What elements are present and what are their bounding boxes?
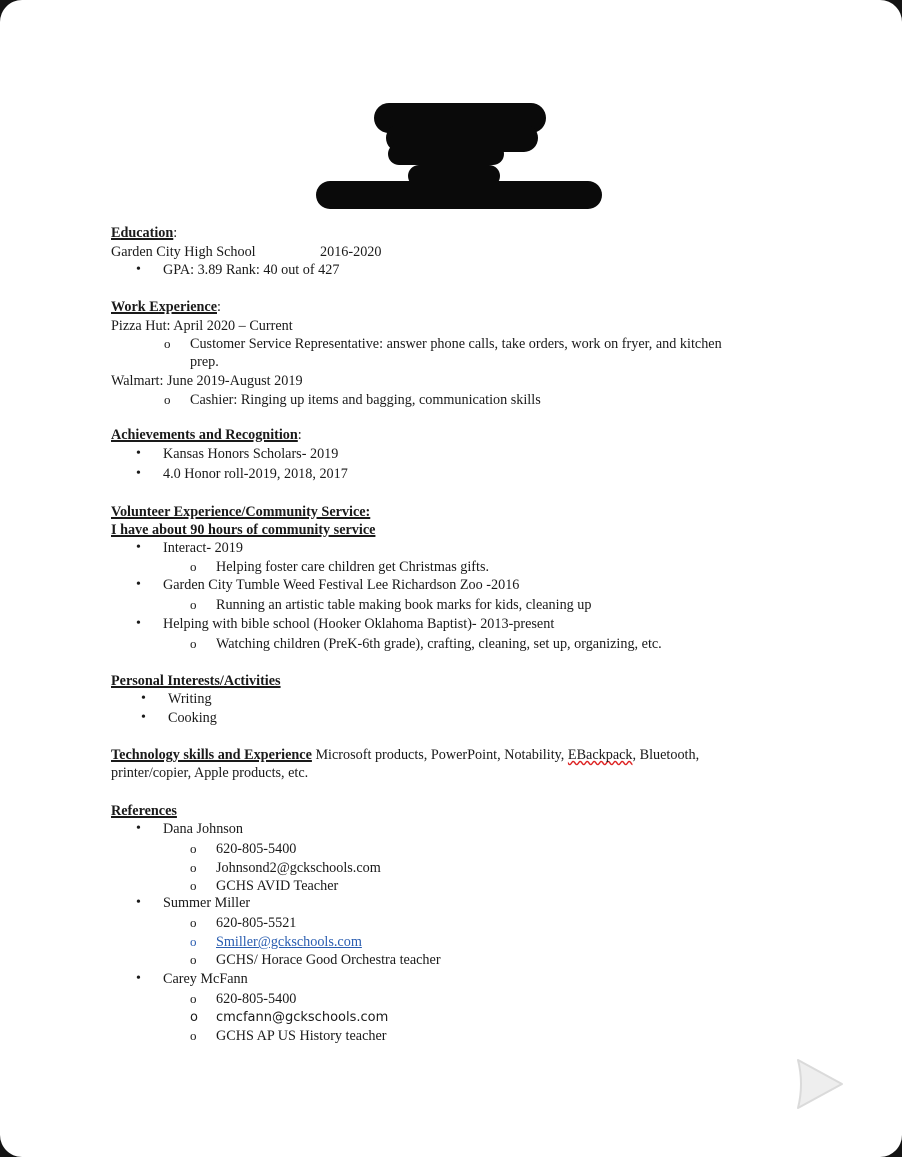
- volunteer-subheading: I have about 90 hours of community service: [111, 522, 376, 538]
- achievements-heading: Achievements and Recognition: [111, 427, 298, 443]
- technology-text-a: Microsoft products, PowerPoint, Notability,: [311, 747, 568, 763]
- achievements-heading-line: Achievements and Recognition:: [111, 427, 302, 443]
- reference-name: • Summer Miller: [163, 894, 250, 912]
- volunteer-item-festival: • Garden City Tumble Weed Festival Lee Richardson Zoo -2016: [163, 576, 519, 594]
- reference-name: • Carey McFann: [163, 970, 248, 988]
- volunteer-subitem: o Helping foster care children get Christmas gifts.: [216, 558, 489, 576]
- reference-email-link[interactable]: o Smiller@gckschools.com: [216, 933, 362, 951]
- work-heading-line: Work Experience:: [111, 299, 221, 315]
- interests-heading: Personal Interests/Activities: [111, 673, 281, 689]
- education-gpa: • GPA: 3.89 Rank: 40 out of 427: [163, 261, 339, 279]
- volunteer-subitem: o Watching children (PreK-6th grade), crafting, cleaning, set up, organizing, etc.: [216, 635, 662, 653]
- technology-line: [111, 746, 699, 764]
- interest-item: • Cooking: [168, 709, 217, 727]
- reference-email: o Johnsond2@gckschools.com: [216, 859, 381, 877]
- job1-desc-line2: prep.: [190, 354, 219, 370]
- job2-desc: o Cashier: Ringing up items and bagging, communication skills: [190, 391, 541, 409]
- next-arrow-icon[interactable]: [790, 1054, 850, 1114]
- job1-title: Pizza Hut: April 2020 – Current: [111, 318, 293, 334]
- job2-title: Walmart: June 2019-August 2019: [111, 373, 303, 389]
- references-heading: References: [111, 803, 177, 819]
- redacted-address: [316, 181, 602, 209]
- volunteer-item-interact: • Interact- 2019: [163, 539, 243, 557]
- misspelled-word: EBackpack: [567, 747, 633, 763]
- reference-phone: o 620-805-5400: [216, 840, 296, 858]
- reference-name: • Dana Johnson: [163, 820, 243, 838]
- redacted-line-3: [388, 143, 504, 165]
- education-heading-line: Education:: [111, 225, 178, 241]
- reference-role: o GCHS AVID Teacher: [216, 877, 338, 895]
- reference-email: o cmcfann@gckschools.com: [216, 1009, 388, 1027]
- achievement-item: • 4.0 Honor roll-2019, 2018, 2017: [163, 465, 348, 483]
- technology-heading: Technology skills and Experience: [111, 747, 312, 763]
- education-heading: Education: [111, 225, 174, 241]
- volunteer-heading: Volunteer Experience/Community Service:: [111, 504, 371, 520]
- interest-item: • Writing: [168, 690, 212, 708]
- education-school: Garden City High School: [111, 244, 256, 260]
- reference-phone: o 620-805-5400: [216, 990, 296, 1008]
- reference-phone: o 620-805-5521: [216, 914, 296, 932]
- education-years: 2016-2020: [320, 244, 382, 260]
- technology-text-b: , Bluetooth,: [632, 747, 700, 763]
- achievement-item: • Kansas Honors Scholars- 2019: [163, 445, 338, 463]
- volunteer-subitem: o Running an artistic table making book marks for kids, cleaning up: [216, 596, 592, 614]
- job1-desc-line1: o Customer Service Representative: answer phone calls, take orders, work on fryer, and kitchen: [190, 335, 722, 353]
- technology-line-2: printer/copier, Apple products, etc.: [111, 765, 309, 781]
- reference-role: o GCHS AP US History teacher: [216, 1027, 387, 1045]
- reference-role: o GCHS/ Horace Good Orchestra teacher: [216, 951, 441, 969]
- work-heading: Work Experience: [111, 299, 217, 315]
- volunteer-item-bible-school: • Helping with bible school (Hooker Oklahoma Baptist)- 2013-present: [163, 615, 554, 633]
